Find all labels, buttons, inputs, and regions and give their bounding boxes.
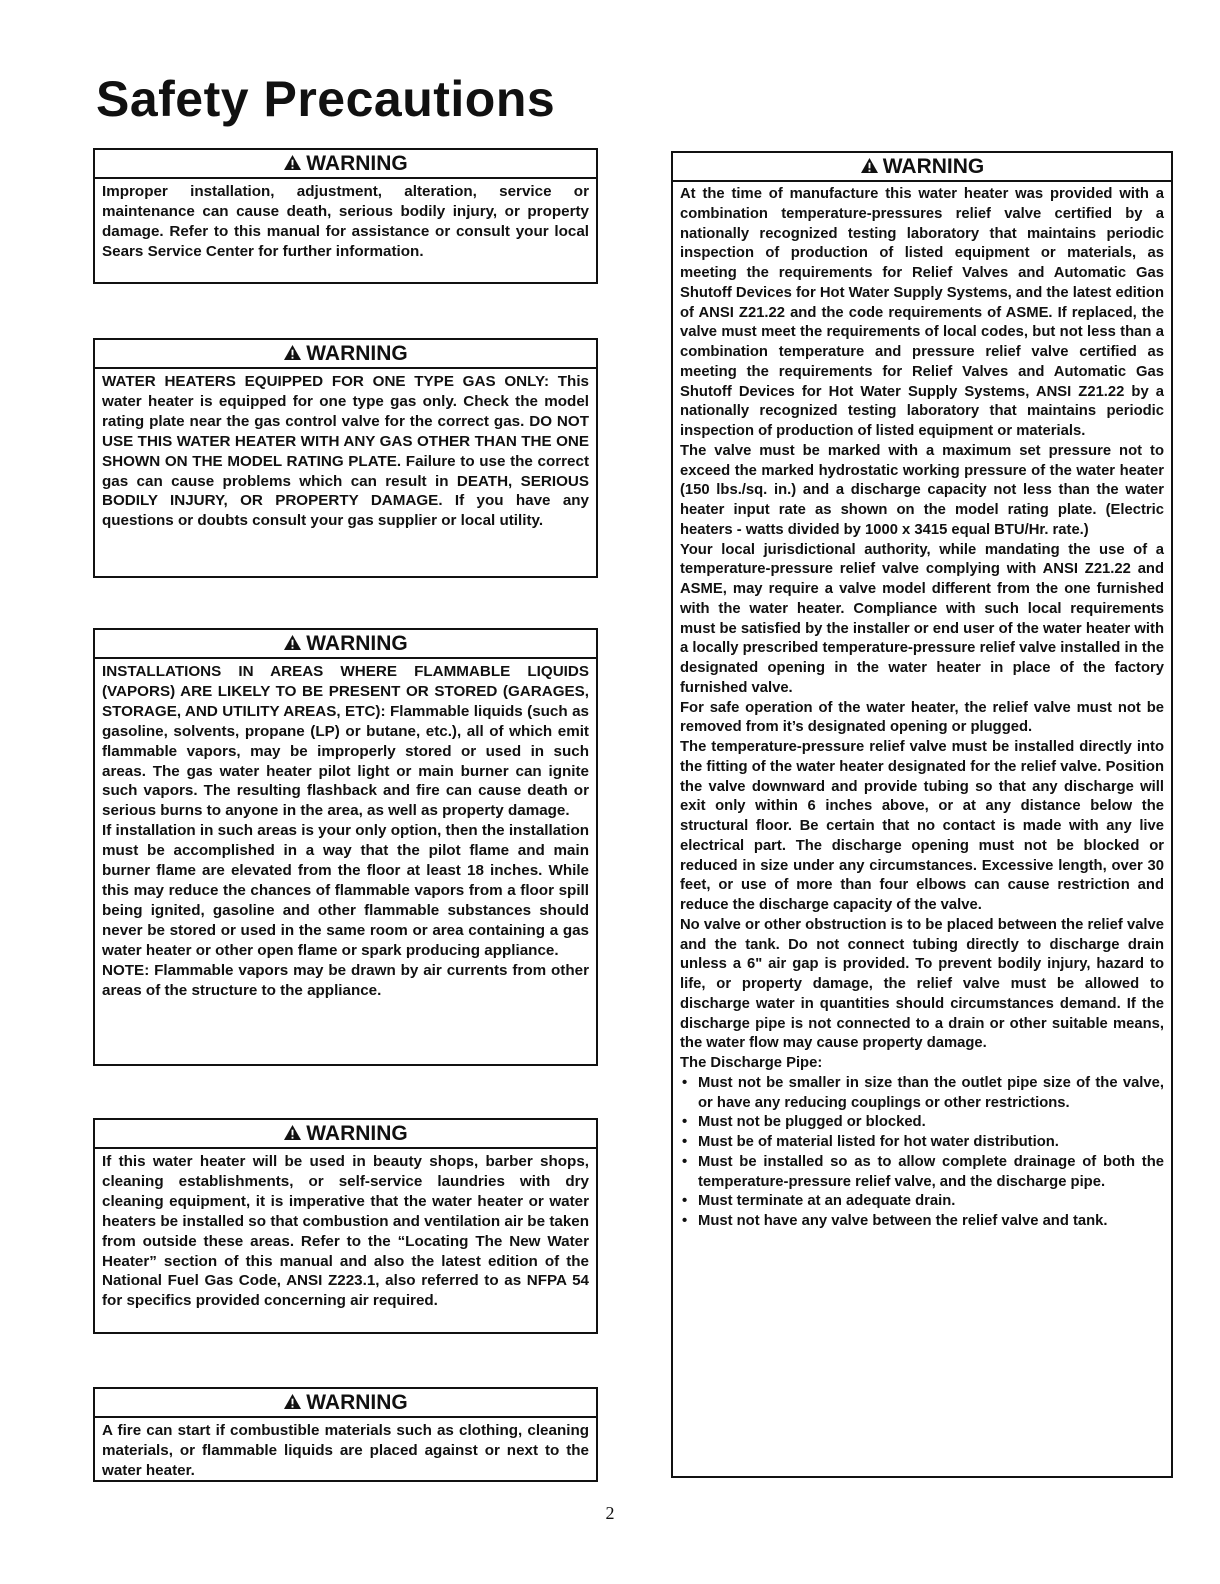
warning-triangle-icon: [860, 155, 879, 179]
warning-box-relief-valve: [671, 151, 1173, 1478]
paragraph: A fire can start if combustible materials such as clothing, cleaning materials, or flammable liquids are placed against or next to the water heater.: [102, 1422, 589, 1479]
warning-header: [673, 153, 1171, 182]
warning-header: [95, 150, 596, 179]
page-title: Safety Precautions: [96, 71, 556, 127]
warning-box-combustion-air: [93, 1118, 598, 1334]
warning-label: WARNING: [306, 1391, 408, 1414]
paragraph: Improper installation, adjustment, alteration, service or maintenance can cause death, serious bodily injury, or property damage. Refer to this manual for assistance or consult your local Sears Service Center for further information.: [102, 183, 589, 260]
warning-label: WARNING: [306, 342, 408, 365]
warning-box-flammable-vapors: [93, 628, 598, 1066]
warning-box-gas-type: [93, 338, 598, 578]
list-item: • Must be of material listed for hot water distribution.: [698, 1133, 1164, 1153]
paragraph: No valve or other obstruction is to be placed between the relief valve and the tank. Do not connect tubing directly to discharge drain unless a 6" air gap is provided. To prevent bodily injury, hazard to life, or property damage, the relief valve must be allowed to discharge water in quantities should circumstances demand. If the discharge pipe is not connected to a drain or other suitable means, the water flow may cause property damage.: [680, 916, 1164, 1052]
warning-text: [95, 1418, 596, 1485]
list-item: • Must not be plugged or blocked.: [698, 1113, 1164, 1133]
warning-label: WARNING: [306, 152, 408, 175]
warning-text: [95, 369, 596, 535]
warning-text: [95, 1149, 596, 1315]
list-item: • Must terminate at an adequate drain.: [698, 1192, 1164, 1212]
paragraph: NOTE: Flammable vapors may be drawn by air currents from other areas of the structure to the appliance.: [102, 961, 589, 999]
warning-text: [95, 659, 596, 1004]
warning-header: [95, 1389, 596, 1418]
paragraph: The temperature-pressure relief valve must be installed directly into the fitting of the water heater designated for the relief valve. Position the valve downward and provide tubing so that any discharge will exit only within 6 inches above, or at any distance below the structural floor. Be certain that no contact is made with any live electrical part. The discharge opening must not be blocked or reduced in size under any circumstances. Excessive length, over 30 feet, or use of more than four elbows can cause restriction and reduce the discharge capacity of the valve.: [680, 739, 1164, 913]
warning-label: WARNING: [882, 155, 985, 178]
list-item: • Must be installed so as to allow complete drainage of both the temperature-pressure relief valve, and the discharge pipe.: [698, 1153, 1164, 1193]
paragraph: Your local jurisdictional authority, while mandating the use of a temperature-pressure relief valve complying with ANSI Z21.22 and ASME, may require a valve model different from the one furnished with the water heater. Compliance with such local requirements must be satisfied by the installer or end user of the water heater with a locally prescribed temperature-pressure relief valve installed in the designated opening in the water heater in place of the factory furnished valve.: [680, 541, 1164, 696]
warning-triangle-icon: [283, 152, 302, 176]
warning-label: WARNING: [306, 632, 408, 655]
paragraph: The Discharge Pipe:: [680, 1055, 823, 1071]
paragraph: At the time of manufacture this water heater was provided with a combination temperature-pressures relief valve certified by a nationally recognized testing laboratory that maintains periodic inspection of production of listed equipment or materials, as meeting the requirements for Relief Valves and Automatic Gas Shutoff Devices for Hot Water Supply Systems, and the latest edition of ANSI Z21.22 and the code requirements of ASME. If replaced, the valve must meet the requirements of local codes, but not less than a combination temperature and pressure relief valve certified as meeting the requirements for Relief Valves and Automatic Gas Shutoff Devices for Hot Water Supply Systems, ANSI Z21.22 by a nationally recognized testing laboratory that maintains periodic inspection of production of listed equipment or materials.: [680, 186, 1164, 439]
warning-text: [95, 179, 596, 266]
warning-triangle-icon: [283, 1122, 302, 1146]
warning-label: WARNING: [306, 1122, 408, 1145]
warning-box-combustible-materials: [93, 1387, 598, 1482]
list-item: • Must not have any valve between the relief valve and tank.: [698, 1212, 1164, 1232]
paragraph: INSTALLATIONS IN AREAS WHERE FLAMMABLE LIQUIDS (VAPORS) ARE LIKELY TO BE PRESENT OR STORED (GARAGES, STORAGE, AND UTILITY AREAS, ETC): Flammable liquids (such as gasoline, solvents, propane (LP) or butane, etc.), all of which emit flammable vapors, may be improperly stored or used in such areas. The gas water heater pilot light or main burner can ignite such vapors. The resulting flashback and fire can cause death or serious burns to anyone in the area, as well as property damage.: [102, 663, 589, 820]
list-item: • Must not be smaller in size than the outlet pipe size of the valve, or have any reducing couplings or other restrictions.: [698, 1074, 1164, 1114]
warning-header: [95, 340, 596, 369]
warning-text: [673, 182, 1171, 1236]
warning-triangle-icon: [283, 1391, 302, 1415]
paragraph: WATER HEATERS EQUIPPED FOR ONE TYPE GAS ONLY: This water heater is equipped for one type gas only. Check the model rating plate near the gas control valve for the correct gas. DO NOT USE THIS WATER HEATER WITH ANY GAS OTHER THAN THE ONE SHOWN ON THE MODEL RATING PLATE. Failure to use the correct gas can cause problems which can result in DEATH, SERIOUS BODILY INJURY, OR PROPERTY DAMAGE. If you have any questions or doubts consult your gas supplier or local utility.: [102, 373, 589, 530]
paragraph: The valve must be marked with a maximum set pressure not to exceed the marked hydrostatic working pressure of the water heater (150 lbs./sq. in.) and a discharge capacity not less than the water heater input rate as shown on the model rating plate. (Electric heaters - watts divided by 1000 x 3415 equal BTU/Hr. rate.): [680, 442, 1164, 538]
warning-triangle-icon: [283, 632, 302, 656]
paragraph: If this water heater will be used in beauty shops, barber shops, cleaning establishments, or self-service laundries with dry cleaning equipment, it is imperative that the water heater or water heaters be installed so that combustion and ventilation air be taken from outside these areas. Refer to the “Locating The New Water Heater” section of this manual and also the latest edition of the National Fuel Gas Code, ANSI Z223.1, also referred to as NFPA 54 for specifics provided concerning air required.: [102, 1153, 589, 1310]
paragraph: If installation in such areas is your only option, then the installation must be accomplished in a way that the pilot flame and main burner flame are elevated from the floor at least 18 inches. While this may reduce the chances of flammable vapors from a floor spill being ignited, gasoline and other flammable substances should never be stored or used in the same room or area containing a gas water heater or other open flame or spark producing appliance.: [102, 822, 589, 959]
warning-triangle-icon: [283, 342, 302, 366]
warning-box-improper-installation: [93, 148, 598, 284]
page-number: 2: [605, 1503, 615, 1523]
warning-header: [95, 630, 596, 659]
discharge-pipe-list: [680, 1074, 1164, 1232]
warning-header: [95, 1120, 596, 1149]
paragraph: For safe operation of the water heater, the relief valve must not be removed from it’s designated opening or plugged.: [680, 699, 1164, 736]
